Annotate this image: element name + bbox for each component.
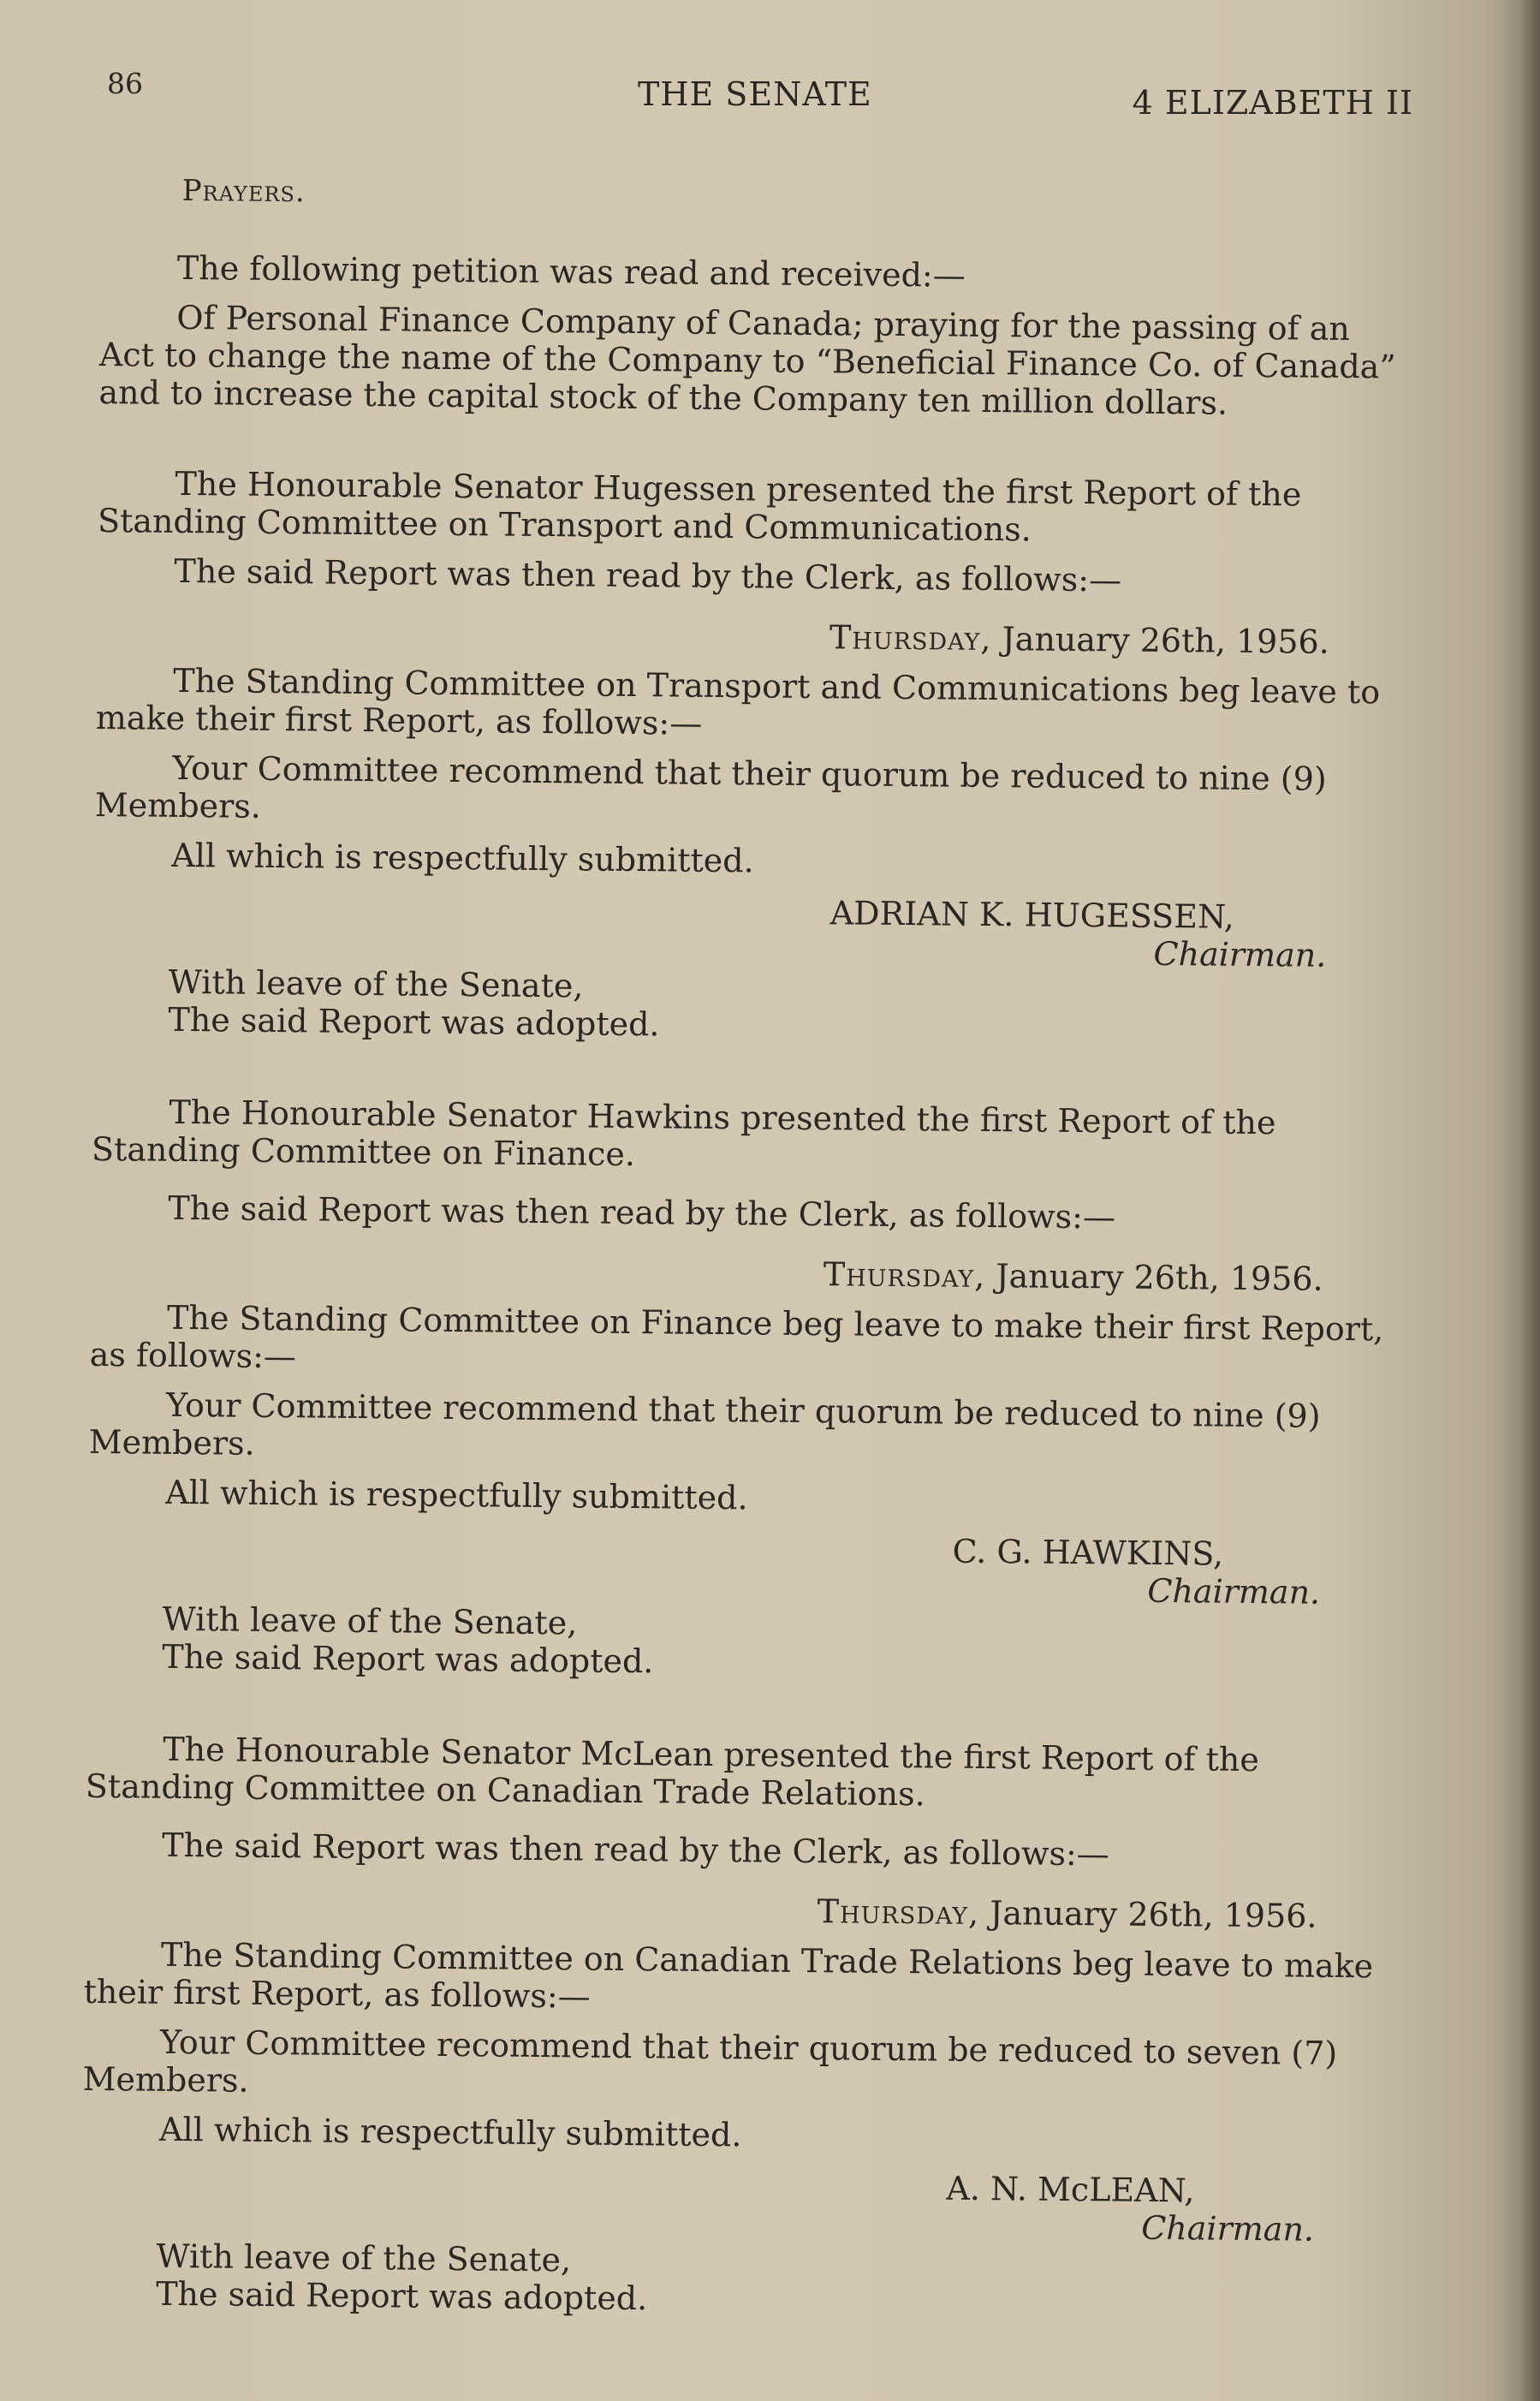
report-read: The said Report was then read by the Clerk, as follows:— xyxy=(174,551,1122,599)
leave-of-senate: With leave of the Senate, xyxy=(156,2237,572,2279)
report-presented: The Honourable Senator McLean presented the first Report of the Standing Committee on Canadian Trade Relations. xyxy=(85,1730,1260,1814)
report-date xyxy=(84,1886,1394,1936)
report-adopted: The said Report was adopted. xyxy=(155,2274,648,2318)
page-number: 86 xyxy=(107,67,143,100)
prayers-heading: Prayers. xyxy=(181,173,306,210)
report-hawkins xyxy=(86,1093,1401,1688)
report-date-day: Thursday, xyxy=(823,1255,986,1295)
report-date-day: Thursday, xyxy=(817,1892,980,1932)
report-adopted: The said Report was adopted. xyxy=(162,1637,654,1681)
chairman-title: Chairman. xyxy=(1141,2208,1315,2249)
leave-of-senate: With leave of the Senate, xyxy=(168,962,584,1005)
report-read: The said Report was then read by the Clerk, as follows:— xyxy=(168,1189,1116,1236)
report-recommendation: Your Committee recommend that their quorum be reduced to seven (7) Members. xyxy=(82,2023,1338,2100)
running-header xyxy=(0,67,1540,127)
report-intro: The Standing Committee on Finance beg leave to make their first Report, as follows:— xyxy=(89,1298,1384,1376)
report-date-rest: January 26th, 1956. xyxy=(991,620,1329,661)
leave-of-senate: With leave of the Senate, xyxy=(162,1600,578,1642)
chairman-title: Chairman. xyxy=(1147,1571,1321,1612)
report-date-rest: January 26th, 1956. xyxy=(978,1893,1317,1935)
report-adopted: The said Report was adopted. xyxy=(168,1000,660,1044)
chairman-name: ADRIAN K. HUGESSEN, xyxy=(829,894,1235,936)
report-presented: The Honourable Senator Hugessen presented the first Report of the Standing Committee on Transport and Communications. xyxy=(97,464,1302,549)
report-mclean xyxy=(80,1730,1395,2325)
journal-title: THE SENATE xyxy=(638,75,872,113)
petition-intro: The following petition was read and received:— xyxy=(176,248,966,295)
chairman-name: C. G. HAWKINS, xyxy=(952,1532,1224,1573)
report-hugessen xyxy=(92,464,1407,1051)
report-date-rest: January 26th, 1956. xyxy=(985,1256,1323,1298)
report-read: The said Report was then read by the Clerk, as follows:— xyxy=(162,1826,1110,1874)
petition-text: Of Personal Finance Company of Canada; praying for the passing of an Act to change the name of the Company to “Beneficial Finance Co. of Canada” and to increase the capital stock of the Company ten million dollars. xyxy=(98,298,1396,422)
report-adoption xyxy=(80,2237,1391,2325)
page-body xyxy=(80,171,1411,2325)
report-recommendation: Your Committee recommend that their quorum be reduced to nine (9) Members. xyxy=(88,1385,1321,1463)
report-date xyxy=(97,611,1406,662)
report-date xyxy=(91,1248,1400,1299)
regnal-year: 4 ELIZABETH II xyxy=(1132,84,1413,122)
report-submitted: All which is respectfully submitted. xyxy=(164,1473,748,1517)
chairman-name: A. N. McLEAN, xyxy=(946,2169,1195,2210)
report-adoption xyxy=(86,1600,1397,1688)
report-intro: The Standing Committee on Transport and Communications beg leave to make their first Report, as follows:— xyxy=(95,661,1381,742)
report-recommendation: Your Committee recommend that their quorum be reduced to nine (9) Members. xyxy=(94,748,1327,825)
report-date-day: Thursday, xyxy=(829,618,992,658)
chairman-title: Chairman. xyxy=(1153,934,1327,974)
report-adoption xyxy=(92,962,1403,1051)
report-submitted: All which is respectfully submitted. xyxy=(158,2110,742,2154)
report-intro: The Standing Committee on Canadian Trade Relations beg leave to make their first Report, as follows:— xyxy=(83,1935,1374,2016)
report-presented: The Honourable Senator Hawkins presented the first Report of the Standing Committee on Finance. xyxy=(91,1093,1276,1174)
report-submitted: All which is respectfully submitted. xyxy=(171,836,754,880)
